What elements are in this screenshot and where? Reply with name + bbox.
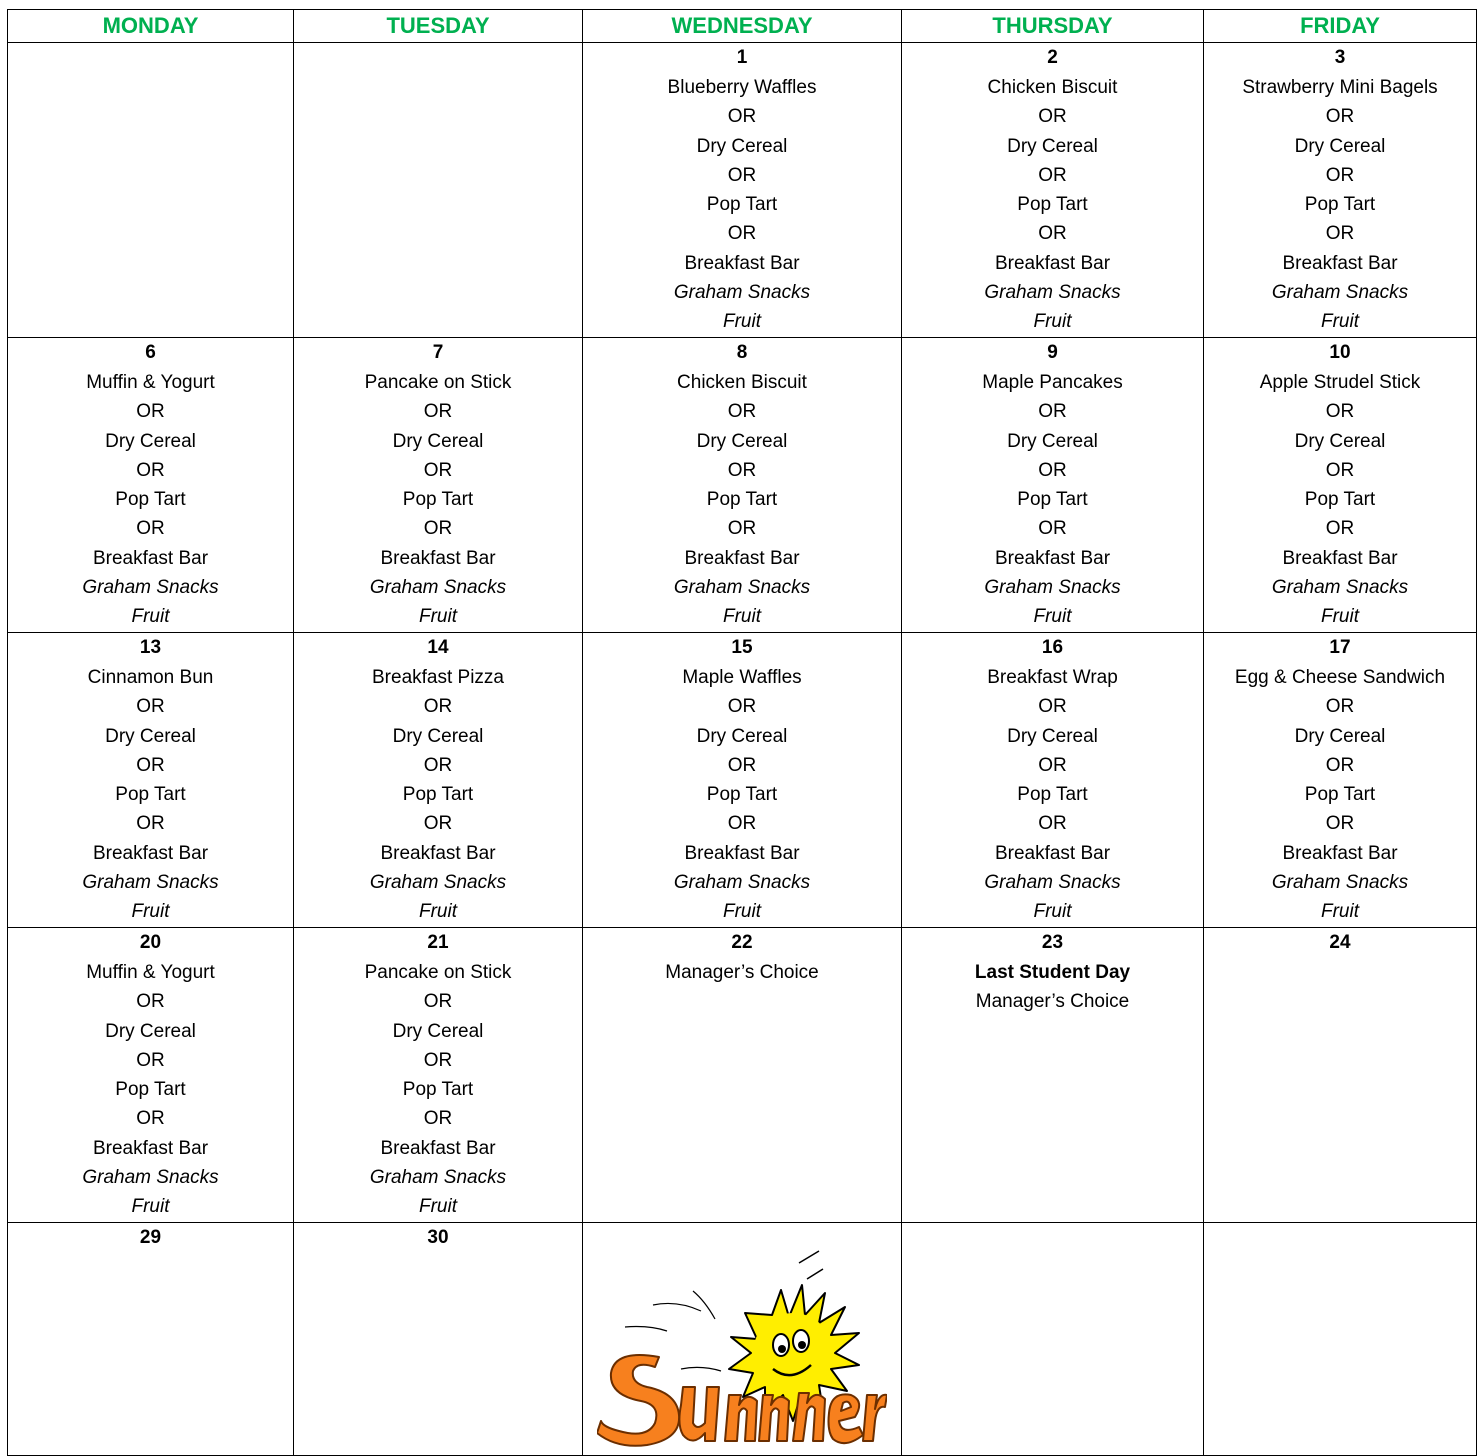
menu-item: Breakfast Bar [994,547,1111,569]
day-cell-monday [8,928,294,1223]
or-separator: OR [1325,518,1355,540]
menu-item: Breakfast Bar [1282,842,1398,864]
date-number: 6 [145,342,156,363]
menu-item: Fruit [1321,311,1359,333]
date-number: 3 [1334,47,1346,68]
menu-item: Graham Snacks [673,577,811,599]
date-number: 9 [1047,342,1058,363]
date-number: 10 [1329,342,1351,363]
menu-item: Breakfast Bar [684,547,800,569]
menu-item: Pop Tart [1304,784,1376,806]
menu-item: Muffin & Yogurt [86,962,215,983]
weekday-header-wednesday: WEDNESDAY [583,10,902,43]
menu-item: Fruit [131,1196,170,1218]
menu-item: Maple Waffles [682,667,802,688]
week-row [8,338,1477,633]
or-separator: OR [1038,518,1067,540]
menu-item: Pop Tart [1017,194,1088,216]
menu-item: Fruit [1033,311,1072,333]
menu-item: Breakfast Bar [684,842,800,864]
day-cell-wednesday [583,633,902,928]
date-number: 29 [139,1227,162,1248]
menu-item: Dry Cereal [105,430,196,452]
day-cell-tuesday [294,928,583,1223]
menu-item: Breakfast Wrap [987,667,1118,688]
or-separator: OR [727,164,757,186]
menu-item: Breakfast Bar [994,252,1111,274]
menu-item: Apple Strudel Stick [1259,372,1421,393]
menu-item: Pop Tart [1017,784,1088,806]
or-separator: OR [727,813,757,835]
or-separator: OR [1038,696,1067,718]
menu-item: Graham Snacks [1271,577,1409,599]
menu-item: Fruit [419,1196,457,1218]
or-separator: OR [1325,696,1355,718]
menu-item: Pancake on Stick [364,372,512,393]
weekday-header-monday: MONDAY [8,10,294,43]
date-number: 30 [427,1227,449,1248]
or-separator: OR [1325,813,1355,835]
week-row [8,43,1477,338]
menu-item: Fruit [419,606,457,628]
menu-item: Pop Tart [706,489,778,511]
summer-sun-illustration [597,1245,887,1455]
day-cell-thursday [902,928,1204,1223]
menu-item: Graham Snacks [1271,872,1409,894]
or-separator: OR [423,459,453,481]
date-number: 22 [731,932,753,953]
menu-item: Breakfast Bar [1282,547,1398,569]
day-cell-wednesday [583,928,902,1223]
date-number: 13 [139,637,162,658]
day-cell-tuesday [294,338,583,633]
menu-item: Maple Pancakes [982,372,1123,393]
menu-item: Graham Snacks [673,282,811,304]
menu-item: Graham Snacks [984,282,1121,304]
menu-item: Muffin & Yogurt [86,372,215,393]
or-separator: OR [1038,754,1067,776]
day-cell-monday [8,43,294,338]
menu-item: Graham Snacks [82,577,219,599]
menu-item: Fruit [723,311,761,333]
note-label: Last Student Day [974,962,1131,983]
or-separator: OR [423,696,453,718]
menu-item: Dry Cereal [392,430,484,452]
or-separator: OR [727,401,757,423]
or-separator: OR [136,459,165,481]
menu-item: Fruit [1033,901,1072,923]
date-number: 7 [432,342,444,363]
menu-item: Graham Snacks [673,872,811,894]
day-cell-thursday [902,1223,1204,1456]
menu-item: Cinnamon Bun [87,667,214,688]
or-separator: OR [136,696,165,718]
date-number: 2 [1047,47,1058,68]
date-number: 20 [139,932,162,953]
menu-item: Breakfast Bar [92,842,209,864]
or-separator: OR [1325,459,1355,481]
date-number: 23 [1041,932,1064,953]
day-cell-friday [1204,338,1477,633]
menu-item: Graham Snacks [369,1167,507,1189]
or-separator: OR [1038,813,1067,835]
day-cell-friday [1204,928,1477,1223]
menu-item: Egg & Cheese Sandwich [1234,667,1446,688]
weekday-header-tuesday: TUESDAY [294,10,583,43]
or-separator: OR [136,1108,165,1130]
menu-item: Pop Tart [402,489,474,511]
or-separator: OR [727,106,757,128]
weekday-header-row [8,10,1477,43]
week-row [8,1223,1477,1456]
menu-item: Strawberry Mini Bagels [1242,77,1438,98]
menu-item: Graham Snacks [984,577,1121,599]
or-separator: OR [423,813,453,835]
or-separator: OR [136,754,165,776]
menu-item: Dry Cereal [392,1020,484,1042]
day-cell-tuesday [294,633,583,928]
or-separator: OR [136,518,165,540]
or-separator: OR [727,518,757,540]
menu-item: Pop Tart [706,194,778,216]
or-separator: OR [423,518,453,540]
menu-item: Pop Tart [115,489,186,511]
menu-item: Breakfast Bar [1282,252,1398,274]
menu-item: Pop Tart [402,1079,474,1101]
or-separator: OR [1325,754,1355,776]
day-cell-monday [8,338,294,633]
day-cell-tuesday [294,1223,583,1456]
menu-item: Dry Cereal [696,725,788,747]
or-separator: OR [136,1049,165,1071]
breakfast-menu-calendar [7,9,1477,1456]
or-separator: OR [423,1108,453,1130]
day-cell-friday [1204,633,1477,928]
menu-item: Breakfast Bar [380,547,496,569]
menu-item: Pop Tart [115,784,186,806]
menu-item: Dry Cereal [392,725,484,747]
menu-item: Pancake on Stick [364,962,512,983]
weekday-header-friday: FRIDAY [1204,10,1477,43]
or-separator: OR [423,1049,453,1071]
or-separator: OR [136,813,165,835]
menu-item: Breakfast Bar [92,1137,209,1159]
menu-item: Blueberry Waffles [667,77,817,98]
menu-item: Dry Cereal [1007,430,1098,452]
or-separator: OR [1325,164,1355,186]
menu-item: Graham Snacks [82,872,219,894]
menu-item: Fruit [723,901,761,923]
menu-item: Breakfast Pizza [372,667,504,688]
or-separator: OR [1325,401,1355,423]
menu-item: Graham Snacks [984,872,1121,894]
menu-item: Dry Cereal [105,1020,196,1042]
menu-item: Dry Cereal [1007,725,1098,747]
or-separator: OR [423,991,453,1013]
menu-item: Manager’s Choice [975,991,1130,1013]
menu-item: Chicken Biscuit [677,372,807,393]
week-row [8,633,1477,928]
or-separator: OR [727,223,757,245]
day-cell-friday [1204,1223,1477,1456]
menu-item: Dry Cereal [1294,430,1386,452]
menu-item: Pop Tart [115,1079,186,1101]
date-number: 15 [731,637,753,658]
day-cell-wednesday [583,338,902,633]
day-cell-friday [1204,43,1477,338]
or-separator: OR [1325,223,1355,245]
menu-item: Pop Tart [1304,194,1376,216]
date-number: 17 [1329,637,1351,658]
menu-item: Fruit [131,901,170,923]
or-separator: OR [1038,164,1067,186]
menu-item: Fruit [1321,606,1359,628]
or-separator: OR [1325,106,1355,128]
day-cell-thursday [902,338,1204,633]
day-cell-thursday [902,633,1204,928]
or-separator: OR [136,401,165,423]
menu-item: Graham Snacks [82,1167,219,1189]
menu-item: Pop Tart [1017,489,1088,511]
menu-item: Pop Tart [706,784,778,806]
menu-item: Breakfast Bar [684,252,800,274]
menu-item: Dry Cereal [696,430,788,452]
or-separator: OR [136,991,165,1013]
date-number: 14 [427,637,449,658]
date-number: 21 [427,932,449,953]
menu-item: Fruit [131,606,170,628]
or-separator: OR [423,401,453,423]
or-separator: OR [423,754,453,776]
day-cell-wednesday [583,1223,902,1456]
day-cell-monday [8,1223,294,1456]
date-number: 24 [1329,932,1351,953]
menu-item: Graham Snacks [369,577,507,599]
menu-item: Dry Cereal [105,725,196,747]
or-separator: OR [1038,223,1067,245]
menu-item: Graham Snacks [1271,282,1409,304]
menu-item: Fruit [723,606,761,628]
menu-item: Dry Cereal [696,135,788,157]
weekday-header-thursday: THURSDAY [902,10,1204,43]
menu-item: Breakfast Bar [92,547,209,569]
or-separator: OR [727,696,757,718]
date-number: 8 [736,342,748,363]
or-separator: OR [727,754,757,776]
or-separator: OR [1038,106,1067,128]
or-separator: OR [727,459,757,481]
menu-item: Fruit [1321,901,1359,923]
date-number: 16 [1041,637,1064,658]
day-cell-tuesday [294,43,583,338]
menu-item: Dry Cereal [1294,135,1386,157]
or-separator: OR [1038,459,1067,481]
menu-item: Breakfast Bar [380,1137,496,1159]
day-cell-thursday [902,43,1204,338]
menu-item: Chicken Biscuit [987,77,1118,98]
date-number: 1 [736,47,748,68]
menu-item: Dry Cereal [1294,725,1386,747]
menu-item: Breakfast Bar [380,842,496,864]
menu-item: Dry Cereal [1007,135,1098,157]
or-separator: OR [1038,401,1067,423]
menu-item: Pop Tart [402,784,474,806]
menu-item: Graham Snacks [369,872,507,894]
week-row [8,928,1477,1223]
menu-item: Fruit [1033,606,1072,628]
day-cell-wednesday [583,43,902,338]
menu-item: Breakfast Bar [994,842,1111,864]
menu-item: Manager’s Choice [665,962,819,983]
menu-item: Pop Tart [1304,489,1376,511]
menu-item: Fruit [419,901,457,923]
day-cell-monday [8,633,294,928]
